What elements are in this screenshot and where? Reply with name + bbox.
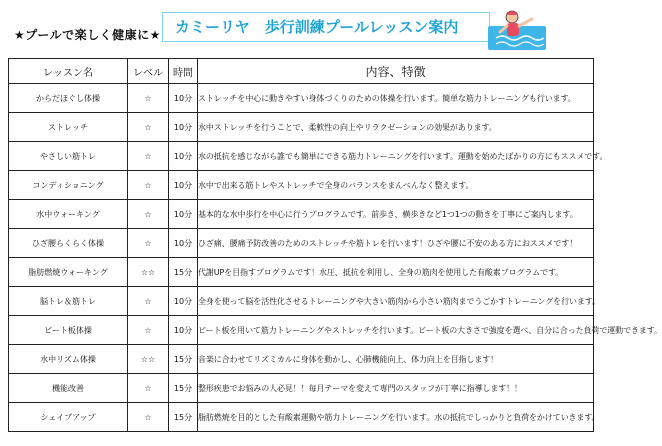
lesson-name: シェイプアップ: [9, 403, 128, 432]
slogan: ★プールで楽しく健康に★: [14, 28, 161, 42]
lesson-name: コンディショニング: [9, 171, 128, 200]
table-row: [9, 316, 594, 345]
lesson-level: ☆: [128, 113, 169, 142]
lesson-time: 10分: [169, 171, 198, 200]
lesson-time: 10分: [169, 316, 198, 345]
lesson-level: ☆: [128, 84, 169, 113]
table-row: [9, 374, 594, 403]
lesson-time: 10分: [169, 113, 198, 142]
lesson-level: ☆: [128, 287, 169, 316]
lesson-level: ☆☆: [128, 258, 169, 287]
lesson-name: 脳トレ＆筋トレ: [9, 287, 128, 316]
lesson-time: 10分: [169, 200, 198, 229]
lesson-time: 10分: [169, 229, 198, 258]
lesson-description: 整形疾患でお悩みの人必見！！毎月テーマを変えて専門のスタッフが丁寧に指導します！！: [198, 374, 594, 403]
swimmer-icon: [496, 6, 544, 50]
table-row: [9, 403, 594, 432]
lesson-description: ストレッチを中心に動きやすい身体づくりのための体操を行います。簡単な筋力トレーニングも行います。: [198, 84, 594, 113]
col-header-level: レベル: [128, 59, 169, 84]
lesson-description: 水中で出来る筋トレやストレッチで全身のバランスをまんべんなく整えます。: [198, 171, 594, 200]
lesson-level: ☆: [128, 200, 169, 229]
lesson-description: 水中ストレッチを行うことで、柔軟性の向上やリラクゼーションの効果があります。: [198, 113, 594, 142]
lesson-time: 10分: [169, 84, 198, 113]
lesson-level: ☆: [128, 171, 169, 200]
lesson-level: ☆: [128, 403, 169, 432]
lesson-description: 音楽に合わせてリズミカルに身体を動かし、心肺機能向上、体力向上を目指します！: [198, 345, 594, 374]
table-row: [9, 200, 594, 229]
lesson-time: 15分: [169, 374, 198, 403]
page-title: カミーリヤ 歩行訓練プールレッスン案内: [162, 12, 490, 42]
lesson-time: 10分: [169, 287, 198, 316]
lesson-description: 水の抵抗を感じながら誰でも簡単にできる筋力トレーニングを行います。運動を始めたばかりの方にもススメです。: [198, 142, 594, 171]
lesson-name: 水中ウォーキング: [9, 200, 128, 229]
lesson-time: 10分: [169, 142, 198, 171]
lesson-name: ひざ腰らくらく体操: [9, 229, 128, 258]
lesson-description: 代謝UPを目指すプログラムです！水圧、抵抗を利用し、全身の筋肉を使用した有酸素プログラムです。: [198, 258, 594, 287]
table-row: [9, 287, 594, 316]
lesson-level: ☆: [128, 316, 169, 345]
table-header-row: [9, 59, 594, 84]
table-row: [9, 171, 594, 200]
lesson-description: ひざ痛、腰痛予防改善のためのストレッチや筋トレを行います！ひざや腰に不安のある方におススメです！: [198, 229, 594, 258]
table-row: [9, 229, 594, 258]
col-header-time: 時間: [169, 59, 198, 84]
page-header: [0, 0, 600, 58]
lesson-level: ☆: [128, 142, 169, 171]
table-row: [9, 113, 594, 142]
lesson-description: 脂肪燃焼を目的とした有酸素運動や筋力トレーニングを行います。水の抵抗でしっかりと負荷をかけていきます。: [198, 403, 594, 432]
table-row: [9, 258, 594, 287]
lesson-description: 基本的な水中歩行を中心に行うプログラムです。前歩き、横歩きなど1つ1つの動きを丁寧にご案内します。: [198, 200, 594, 229]
lesson-name: からだほぐし体操: [9, 84, 128, 113]
lesson-name: 脂肪燃焼ウォーキング: [9, 258, 128, 287]
lesson-name: ストレッチ: [9, 113, 128, 142]
lesson-level: ☆: [128, 374, 169, 403]
col-header-lesson-name: レッスン名: [9, 59, 128, 84]
lesson-level: ☆☆: [128, 345, 169, 374]
col-header-description: 内容、特徴: [198, 59, 594, 84]
table-row: [9, 345, 594, 374]
table-row: [9, 84, 594, 113]
lesson-name: ビート板体操: [9, 316, 128, 345]
table-row: [9, 142, 594, 171]
lesson-time: 15分: [169, 403, 198, 432]
lesson-time: 15分: [169, 258, 198, 287]
lesson-name: やさしい筋トレ: [9, 142, 128, 171]
lesson-level: ☆: [128, 229, 169, 258]
lesson-name: 水中リズム体操: [9, 345, 128, 374]
lesson-description: 全身を使って脳を活性化させるトレーニングや大きい筋肉から小さい筋肉までうごかすトレーニングを行います。: [198, 287, 594, 316]
lesson-name: 機能改善: [9, 374, 128, 403]
lesson-description: ビート板を用いて筋力トレーニングやストレッチを行います。ビート板の大きさで強度を選べ、自分に合った負荷で運動できます。: [198, 316, 594, 345]
lesson-time: 15分: [169, 345, 198, 374]
lesson-table: [8, 58, 662, 432]
